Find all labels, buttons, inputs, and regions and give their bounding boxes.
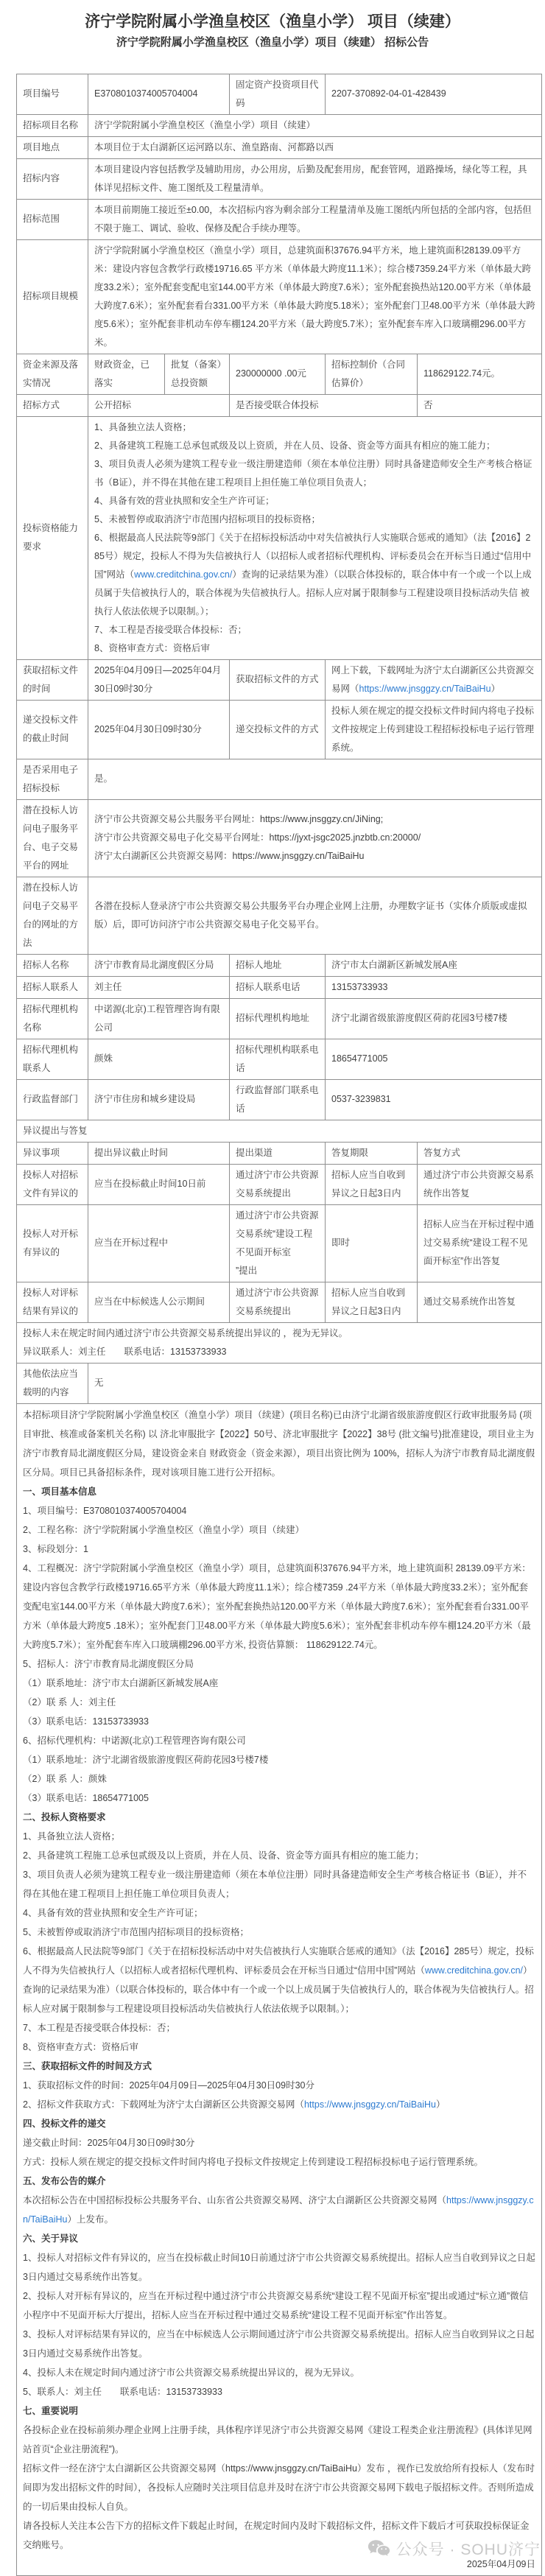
announcement-line: 5、联系人：刘主任 联系电话：13153733933 [23, 2386, 222, 2397]
announcement-line: 2、工程名称：济宁学院附属小学渔皇校区（渔皇小学）项目（续建） [23, 1524, 304, 1535]
section-heading: 一、项目基本信息 [23, 1486, 97, 1497]
field-value: 网上下载，下载网址为济宁太白湖新区公共资源交易网（https://www.jnsggzy.cn/TaiBaiHu） [326, 659, 542, 700]
announcement-cell [17, 1403, 542, 2575]
page-subtitle: 济宁学院附属小学渔皇校区（渔皇小学）项目（续建） 招标公告 [116, 36, 429, 49]
announcement-line: （2）联 系 人：颜姝 [23, 1773, 107, 1784]
announcement-line: 招标文件一经在济宁太白湖新区公共资源交易网（https://www.jnsggzy.cn/TaiBaiHu）发布 ，视作已发放给所有投标人（发布时间即为发出招标文件的时间），各投标人应随时关注项目信息并及时在济宁市公共资源交易网下载电子版招标文件。否则所造成的一切后果由投标人自负。 [23, 2463, 535, 2512]
announcement-line: 各投标企业在投标前须办理企业网上注册手续，具体程序详见济宁市公共资源交易网《建设工程类企业注册流程》(具体详见网站首页“企业注册流程”)。 [23, 2424, 532, 2454]
field-value: 中诺源(北京)工程管理咨询有限公司 [88, 998, 230, 1039]
field-value: 是。 [88, 759, 542, 799]
field-value: 固定资产投资项目代码 [230, 74, 326, 114]
field-label: 招标范围 [17, 199, 88, 239]
external-link[interactable]: https://www.jnsggzy.cn/TaiBaiHu [359, 683, 491, 694]
field-value: 答复方式 [418, 1142, 542, 1164]
field-value: 招标代理机构地址 [230, 998, 326, 1039]
table-row [17, 759, 542, 799]
table-row [17, 998, 542, 1039]
field-value: 行政监督部门联系电话 [230, 1079, 326, 1120]
announcement-line: 递交截止时间：2025年04月30日09时30分 [23, 2137, 195, 2148]
announcement-line: 4、工程概况：济宁学院附属小学渔皇校区（渔皇小学）项目，总建筑面积37676.94平方米，地上建筑面积 28139.09平方米：建设内容包含教学行政楼19716.65平方米（单体最大跨度11.1米）；综合楼7359 .24平方米（单体最大跨度33.2米）；室外配套变配电室144.00平方米（单体最大跨度7.6米）；室外配套换热站120.00平方米（单体最大跨度7.6米）；室外配套看台331.00平方米（单体最大跨度5 .18米）；室外配套门卫48.00平方米（单体最大跨度5.6米）；室外配套非机动车停车棚124.20平方米（最大跨度5.7米）；室外配套车库入口玻璃棚296.00平方米, 投资估算额： 118629122.74元。 [23, 1562, 531, 1650]
announcement-line: 1、获取招标文件的时间：2025年04月09日—2025年04月30日09时30分 [23, 2080, 314, 2091]
table-row [17, 1403, 542, 2575]
section-heading: 二、投标人资格要求 [23, 1811, 106, 1822]
field-value: 投标人须在规定的提交投标文件时间内将电子投标文件按规定上传到建设工程招标投标电子运行管理系统。 [326, 700, 542, 759]
field-value: 即时 [326, 1204, 418, 1282]
field-value: 本项目位于太白湖新区运河路以东、渔皇路南、河都路以西 [88, 136, 542, 158]
announcement-line: 3、项目负责人必须为建筑工程专业一级注册建造师（须在本单位注册）同时具备建造师安全生产考核合格证书（B证），并不得在其他在建工程项目上担任施工单位项目负责人； [23, 1869, 527, 1899]
field-value: 18654771005 [326, 1039, 542, 1079]
field-label: 项目地点 [17, 136, 88, 158]
announcement-line: 请各投标人关注本公告下方的招标文件下载起止时间，在规定时间内及时下载招标文件，招标文件下载后才可获取投标保证金交纳账号。 [23, 2520, 530, 2550]
field-value: 应当在中标候选人公示期间 [88, 1282, 230, 1322]
section-heading: 三、获取招标文件的时间及方式 [23, 2060, 152, 2071]
field-value: 否 [418, 394, 542, 416]
table-row [17, 114, 542, 136]
field-label: 招标代理机构联系人 [17, 1039, 88, 1079]
announcement-line: 4、投标人未在规定时间内通过济宁市公共资源交易系统提出异议的，视为无异议。 [23, 2367, 359, 2378]
external-link[interactable]: www.creditchina.gov.cn/ [424, 1965, 523, 1976]
field-label: 项目编号 [17, 74, 88, 114]
field-value: 本项目建设内容包括教学及辅助用房，办公用房，后勤及配套用房，配套管网，道路操场，绿化等工程，具体详见招标文件、施工图纸及工程量清单。 [88, 158, 542, 199]
field-label: 潜在投标人访问电子服务平台、电子交易 平台的网址 [17, 799, 88, 877]
field-label: 招标方式 [17, 394, 88, 416]
table-body [17, 74, 542, 2575]
field-label: 其他依法应当载明的内容 [17, 1363, 88, 1403]
table-row [17, 354, 542, 394]
field-value: 招标控制价（合同估算价） [326, 354, 418, 394]
table-row [17, 1142, 542, 1164]
field-value: 本项目前期施工接近至±0.00，本次招标内容为剩余部分工程量清单及施工图纸内所包括的全部内容，包括但不限于施工、调试、验收、保修及配合手续办理等。 [88, 199, 542, 239]
section-heading: 四、投标文件的递交 [23, 2118, 106, 2129]
announcement-line: 7、本工程是否接受联合体投标：否； [23, 2022, 175, 2033]
announcement-line: 2025年04月09日 [466, 2558, 536, 2569]
field-value: 2025年04月30日09时30分 [88, 700, 230, 759]
field-value: 济宁市太白湖新区新城发展A座 [326, 954, 542, 976]
field-label: 招标项目名称 [17, 114, 88, 136]
announcement-line: 6、招标代理机构：中诺源(北京)工程管理咨询有限公司 [23, 1735, 246, 1746]
announcement-line: 2、具备建筑工程施工总承包贰级及以上资质，并在人员、设备、资金等方面具有相应的施工能力； [23, 1850, 424, 1861]
external-link[interactable]: https://www.jnsggzy.cn/TaiBaiHu [303, 2099, 436, 2110]
field-value: 公开招标 [88, 394, 230, 416]
field-label: 异议事项 [17, 1142, 88, 1164]
announcement-line: 1、项目编号：E3708010374005704004 [23, 1505, 187, 1516]
field-value: 应当在开标过程中 [88, 1204, 230, 1282]
field-value: 招标人地址 [230, 954, 326, 976]
table-row [17, 74, 542, 114]
field-value: 提出渠道 [230, 1142, 326, 1164]
field-value: 是否接受联合体投标 [230, 394, 418, 416]
announcement-line: 2、投标人对开标有异议的，应当在开标过程中通过济宁市公共资源交易系统“建设工程不见面开标室”提出或通过“标立通”微信小程序中不见面开标大厅提出，招标人应当在开标过程中通过交易系统“建设工程不见面开标室”作出答复。 [23, 2290, 529, 2320]
field-value: 招标人应当自收到异议之日起3日内 [326, 1282, 418, 1322]
table-row [17, 1204, 542, 1282]
field-value: 济宁市教育局北湖度假区分局 [88, 954, 230, 976]
field-value: 提出异议截止时间 [88, 1142, 230, 1164]
field-value: 递交投标文件的方式 [230, 700, 326, 759]
table-row [17, 877, 542, 954]
field-value: 通过济宁市公共资源交易系统作出答复 [418, 1164, 542, 1204]
field-value: 答复期限 [326, 1142, 418, 1164]
table-row [17, 158, 542, 199]
field-value: 济宁学院附属小学渔皇校区（渔皇小学）项目（续建） [88, 114, 542, 136]
field-value: 230000000 .00元 [230, 354, 326, 394]
section-heading: 七、重要说明 [23, 2405, 79, 2416]
field-value: 刘主任 [88, 976, 230, 998]
table-row [17, 416, 542, 659]
announcement-line: 方式：投标人须在规定的提交投标文件时间内将电子投标文件按规定上传到建设工程招标投标电子运行管理系统。 [23, 2156, 484, 2167]
field-value: 异议提出与答复 [17, 1120, 542, 1142]
field-value: 0537-3239831 [326, 1079, 542, 1120]
table-row [17, 199, 542, 239]
table-row [17, 394, 542, 416]
field-value: 无 [88, 1363, 542, 1403]
field-label: 行政监督部门 [17, 1079, 88, 1120]
field-label: 招标人联系人 [17, 976, 88, 998]
field-value: 颜姝 [88, 1039, 230, 1079]
announcement-line: （3）联系电话：13153733933 [23, 1716, 149, 1727]
table-row [17, 799, 542, 877]
field-value: 招标人应当自收到异议之日起3日内 [326, 1164, 418, 1204]
table-row [17, 954, 542, 976]
field-value: 通过交易系统作出答复 [418, 1282, 542, 1322]
field-label: 招标代理机构名称 [17, 998, 88, 1039]
section-heading: 六、关于异议 [23, 2233, 79, 2244]
table-row [17, 1322, 542, 1363]
field-value: 济宁北湖省级旅游度假区荷韵花园3号楼7楼 [326, 998, 542, 1039]
field-value: 通过济宁市公共资源交易系统提出 [230, 1282, 326, 1322]
announcement-line: 5、招标人：济宁市教育局北湖度假区分局 [23, 1658, 194, 1669]
section-heading: 五、发布公告的媒介 [23, 2175, 106, 2186]
announcement-line: （1）联系地址：济宁市太白湖新区新城发展A座 [23, 1677, 219, 1688]
table-row [17, 1282, 542, 1322]
field-value: 济宁市住房和城乡建设局 [88, 1079, 230, 1120]
field-value: 2025年04月09日—2025年04月30日09时30分 [88, 659, 230, 700]
field-value: 1、具备独立法人资格； 2、具备建筑工程施工总承包贰级及以上资质，并在人员、设备、资金等方面具有相应的施工能力； 3、项目负责人必须为建筑工程专业一级注册建造师（须在本单位注册）同时具备建造师安全生产考核合格证书（B证），并不得在其他在建工程项目上担任施工单位项目负责人； 4、具备有效的营业执照和安全生产许可证； 5、未被暂停或取消济宁市范围内招标项目的投标资格； 6、根据最高人民法院等9部门《关于在招标投标活动中对失信被执行人实施联合惩戒的通知》（法【2016】285号）规定，投标人不得为失信被执行人（以招标人或者招标代理机构、评标委员会在开标当日通过“信用中国”网站（www.creditchina.gov.cn/）查询的记录结果为准）（以联合体投标的，联合体中有一个或一个以上成员属于失信被执行人的，联合体视为失信被执行人。招标人应对属于限制参与工程建设项目投标活动失信 被执行人依法依规予以限制。）； 7、本工程是否接受联合体投标：否； 8、资格审查方式：资格后审 [88, 416, 542, 659]
announcement-line: （1）联系地址：济宁北湖省级旅游度假区荷韵花园3号楼7楼 [23, 1754, 269, 1765]
table-row [17, 1164, 542, 1204]
field-value: 2207-370892-04-01-428439 [326, 74, 542, 114]
field-value: 应当在投标截止时间10日前 [88, 1164, 230, 1204]
field-value: E3708010374005704004 [88, 74, 230, 114]
announcement-line: （2）联 系 人：刘主任 [23, 1696, 116, 1708]
field-label: 招标项目规模 [17, 239, 88, 354]
field-label: 投标人对开标有异议的 [17, 1204, 88, 1282]
table-row [17, 1363, 542, 1403]
field-value: 招标代理机构联系电话 [230, 1039, 326, 1079]
field-value: 济宁学院附属小学渔皇校区（渔皇小学）项目，总建筑面积37676.94平方米，地上建筑面积28139.09平方米：建设内容包含教学行政楼19716.65 平方米（单体最大跨度11.1米）；综合楼7359.24平方米（单体最大跨度33.2米）；室外配套变配电室144.00平方米（单体最大跨度7.6米）；室外配套换热站120.00平方米（单体最大跨度7.6米）；室外配套看台331.00平方米（单体最大跨度5.18米）；室外配套门卫48.00平方米（单体最大跨度5.6米）；室外配套非机动车停车棚124.20平方米（最大跨度5.7米）；室外配套车库入口玻璃棚296.00平方米。 [88, 239, 542, 354]
notice-table [16, 74, 542, 2576]
table-row [17, 700, 542, 759]
announcement-line: 1、具备独立法人资格； [23, 1831, 120, 1842]
announcement-line: 本招标项目济宁学院附属小学渔皇校区（渔皇小学）项目（续建）(项目名称)已由济宁北湖省级旅游度假区行政审批服务局 (项目审批、核准或备案机关名称) 以 济北审服批字【2022】50号、济北审服批字【2022】38号 (批文编号)批准建设，项目业主为济宁市教育局北湖度假区分局，建设资金来自 财政资金（资金来源），项目出资比例为 100%，招标人为济宁市教育局北湖度假区分局。项目已具备招标条件，现对该项目施工进行公开招标。 [23, 1409, 535, 1478]
table-row [17, 659, 542, 700]
external-link[interactable]: www.creditchina.gov.cn/ [134, 569, 233, 580]
announcement-line: 3、标段划分：1 [23, 1543, 88, 1554]
announcement-line: 4、具备有效的营业执照和安全生产许可证； [23, 1907, 203, 1918]
field-value: 各潜在投标人登录济宁市公共资源交易公共服务平台办理企业网上注册，办理数字证书（实体介质版或虚拟版）后，即可访问济宁市公共资源交易电子化交易平台。 [88, 877, 542, 954]
announcement-line: 2、招标文件获取方式：下载网址为济宁太白湖新区公共资源交易网（https://www.jnsggzy.cn/TaiBaiHu） [23, 2099, 446, 2110]
announcement-line: 8、资格审查方式：资格后审 [23, 2041, 138, 2052]
announcement-line: 6、根据最高人民法院等9部门《关于在招标投标活动中对失信被执行人实施联合惩戒的通知》（法【2016】285号）规定，投标人不得为失信被执行人（以招标人或者招标代理机构、评标委员会在开标当日通过“信用中国”网站（www.creditchina.gov.cn/）查询的记录结果为准）（以联合体投标的，联合体中有一个或一个以上成员属于失信被执行人的，联合体视为失信被执行人。招标人应对属于限制参与工程建设项目投标活动失信被执行人依法依规予以限制。）； [23, 1945, 534, 2014]
field-value: 财政资金，已落实 [88, 354, 165, 394]
field-value: 通过济宁市公共资源交易系统提出 [230, 1164, 326, 1204]
field-value: 13153733933 [326, 976, 542, 998]
field-label: 获取招标文件的时间 [17, 659, 88, 700]
field-label: 招标内容 [17, 158, 88, 199]
table-row [17, 976, 542, 998]
field-value: 济宁市公共资源交易公共服务平台网址：https://www.jnsggzy.cn/JiNing; 济宁市公共资源交易电子化交易平台网址：https://jyxt-jsgc2025.jnzbtb.cn:20000/ 济宁太白湖新区公共资源交易网：https://www.jnsggzy.cn/TaiBaiHu [88, 799, 542, 877]
field-value: 投标人未在规定时间内通过济宁市公共资源交易系统提出异议的 ，视为无异议。 异议联系人：刘主任 联系电话：13153733933 [17, 1322, 542, 1363]
field-value: 通过济宁市公共资源交易系统“建设工程不见面开标室 ”提出 [230, 1204, 326, 1282]
field-value: 118629122.74元。 [418, 354, 542, 394]
table-row [17, 1079, 542, 1120]
field-label: 递交投标文件的截止时间 [17, 700, 88, 759]
announcement-line: 5、未被暂停或取消济宁市范围内招标项目的投标资格； [23, 1926, 249, 1937]
table-row [17, 1039, 542, 1079]
field-value: 获取招标文件的方式 [230, 659, 326, 700]
field-value: 招标人联系电话 [230, 976, 326, 998]
table-row [17, 239, 542, 354]
field-label: 资金来源及落实情况 [17, 354, 88, 394]
table-row [17, 136, 542, 158]
page-title: 济宁学院附属小学渔皇校区（渔皇小学） 项目（续建） [85, 13, 460, 30]
external-link[interactable]: https://www.jnsggzy.cn/TaiBaiHu [23, 2194, 534, 2225]
field-label: 投标人对评标结果有异议的 [17, 1282, 88, 1322]
field-label: 招标人名称 [17, 954, 88, 976]
announcement-line: 3、投标人对评标结果有异议的，应当在中标候选人公示期间通过济宁市公共资源交易系统提出。招标人应当自收到异议之日起3日内通过交易系统作出答复。 [23, 2328, 535, 2359]
table-row [17, 1120, 542, 1142]
tender-notice-page [0, 12, 545, 2576]
field-label: 投标资格能力要求 [17, 416, 88, 659]
announcement-line: 1、投标人对招标文件有异议的，应当在投标截止时间10日前通过济宁市公共资源交易系统提出。招标人应当自收到异议之日起3日内通过交易系统作出答复。 [23, 2252, 535, 2282]
field-label: 投标人对招标文件有异议的 [17, 1164, 88, 1204]
watermark-text: 公众号 · SOHU济宁 [395, 2541, 541, 2558]
field-label: 是否采用电子招标投标 [17, 759, 88, 799]
field-value: 招标人应当在开标过程中通过交易系统“建设工程不见面开标室”作出答复 [418, 1204, 542, 1282]
field-label: 潜在投标人访问电子交易平台的网址的方 法 [17, 877, 88, 954]
field-value: 批复（备案）总投资额 [165, 354, 230, 394]
announcement-line: 本次招标公告在中国招标投标公共服务平台、山东省公共资源交易网、济宁太白湖新区公共资源交易网（https://www.jnsggzy.cn/TaiBaiHu）上发布。 [23, 2194, 534, 2225]
announcement-line: （3）联系电话：18654771005 [23, 1792, 149, 1803]
